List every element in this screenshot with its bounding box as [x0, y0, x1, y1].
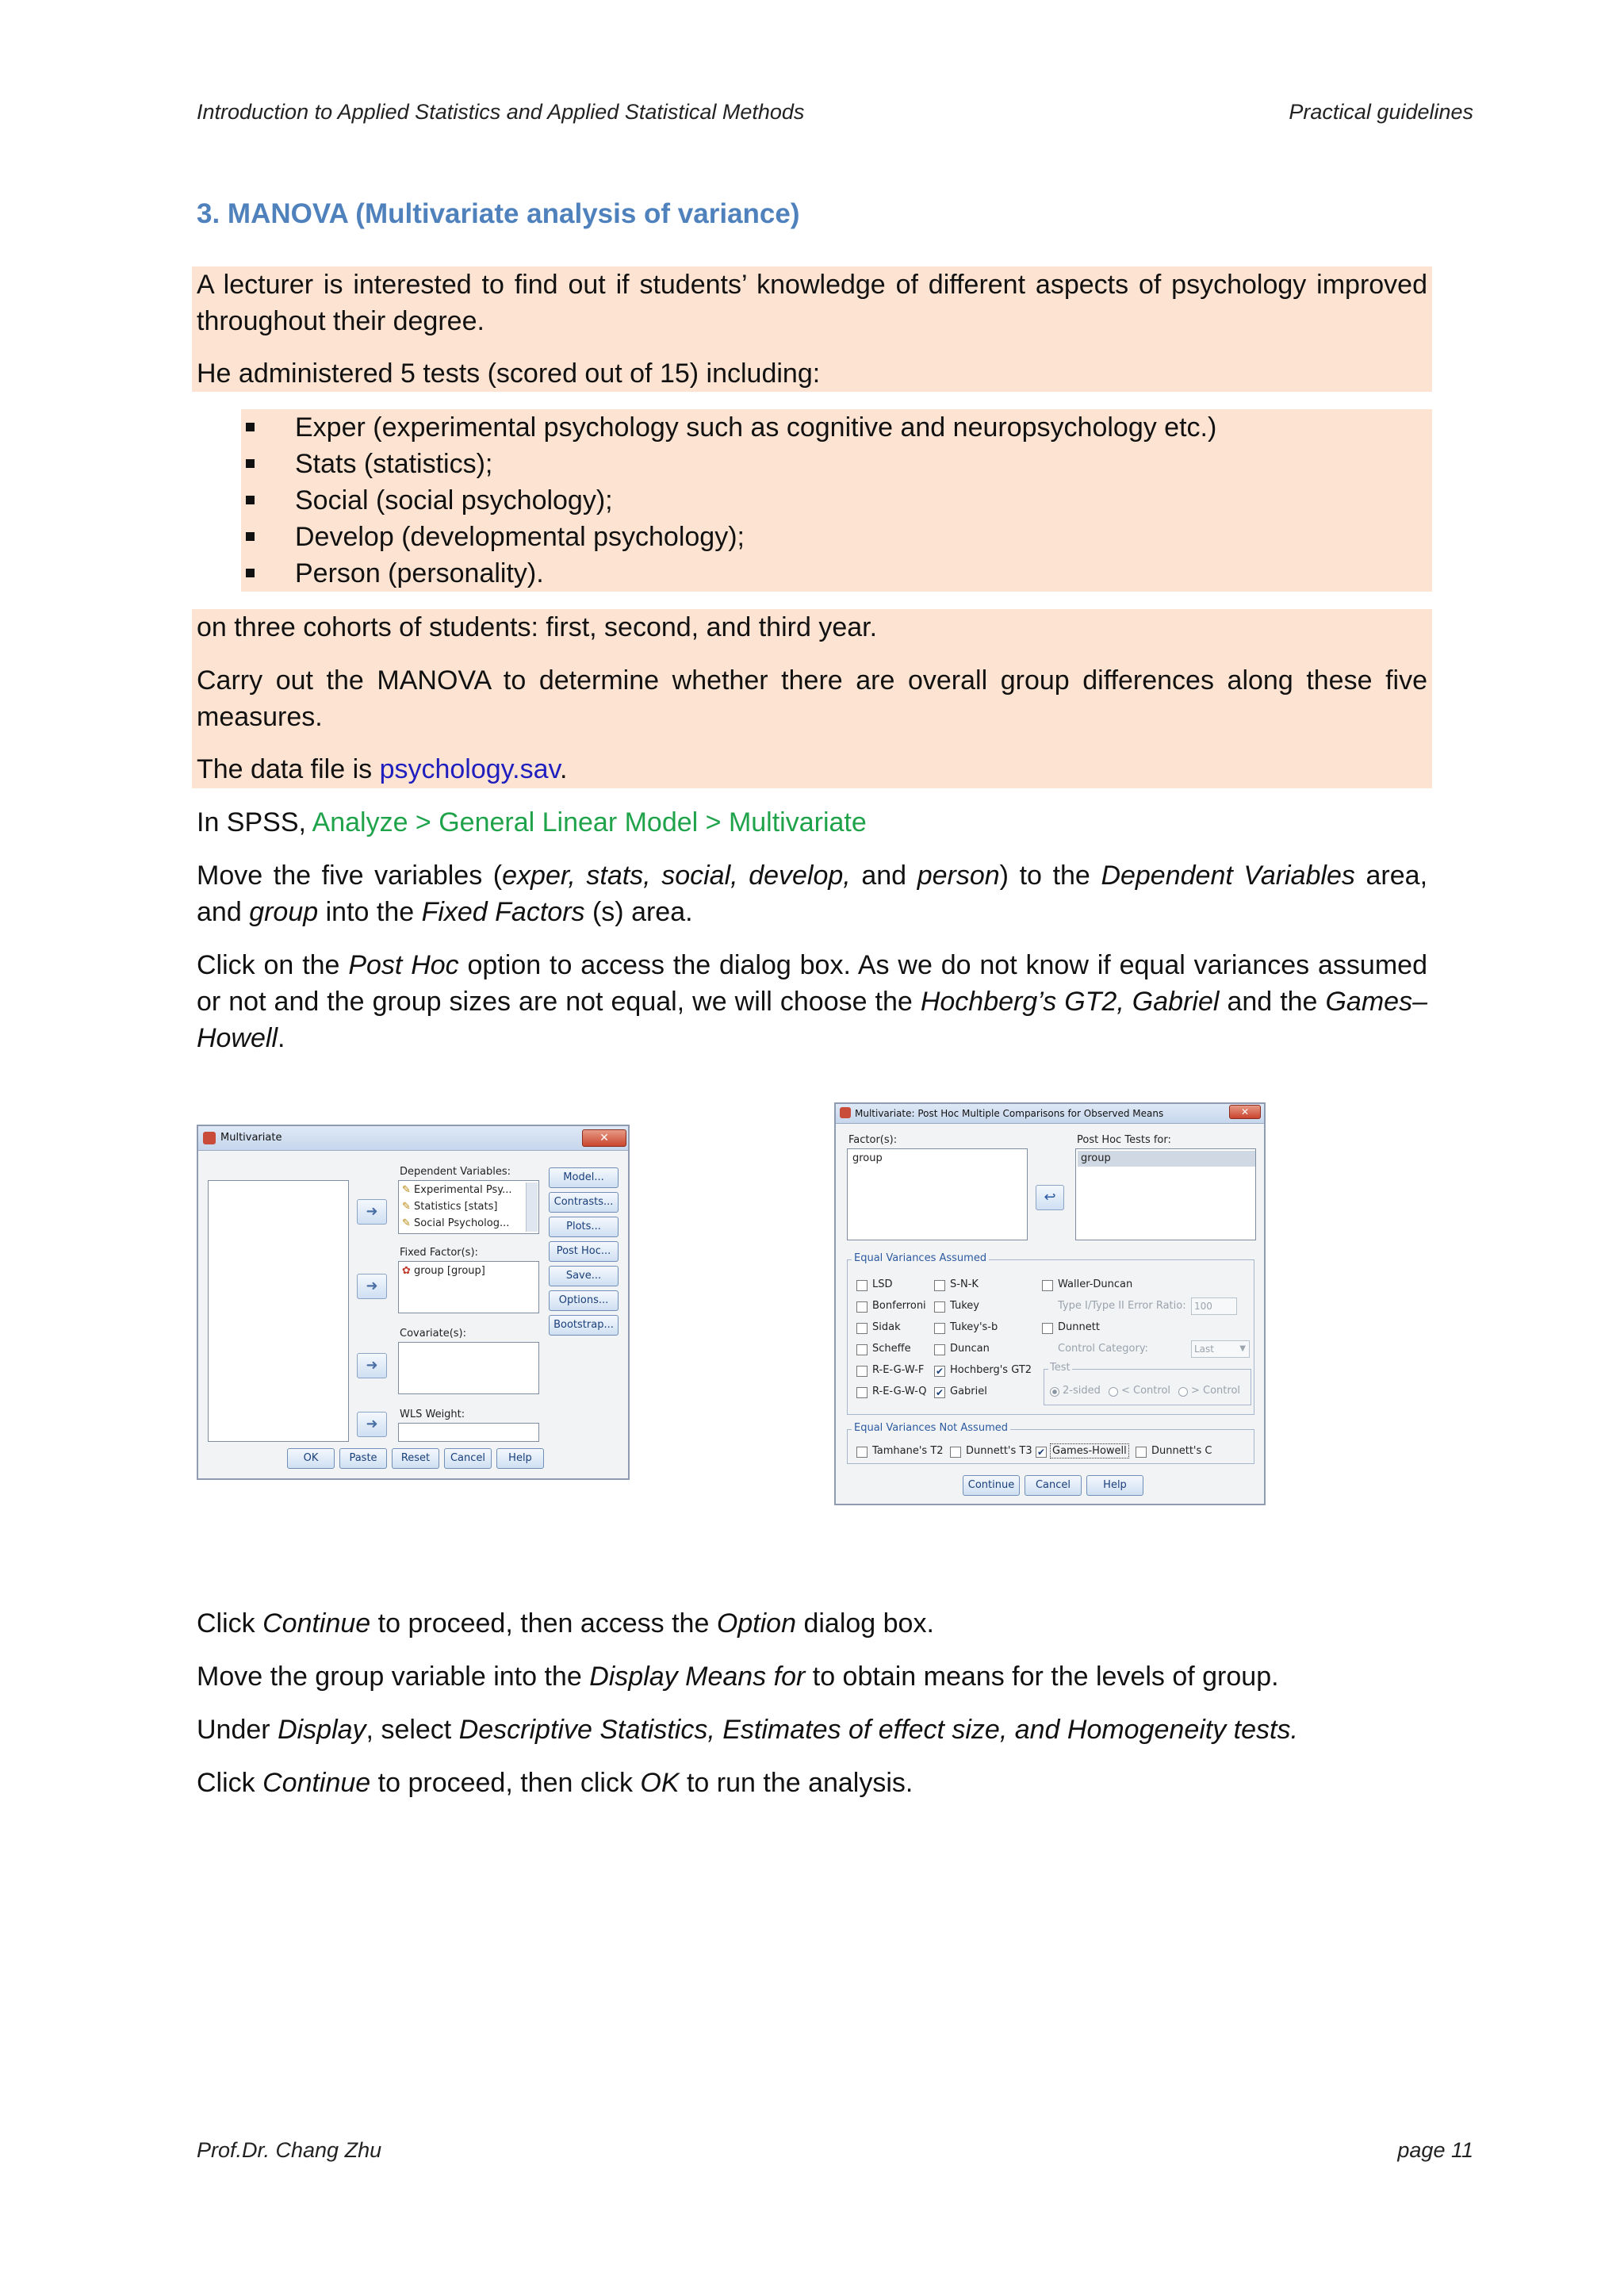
instruction-run: Click Continue to proceed, then click OK to run the analysis.	[197, 1768, 914, 1798]
dunnett-label: Dunnett	[1058, 1321, 1100, 1333]
dunnett-checkbox[interactable]	[1042, 1323, 1053, 1334]
nominal-variable-icon: ✿	[402, 1265, 411, 1277]
list-item: Person (personality).	[241, 555, 1431, 592]
wls-weight-field[interactable]	[398, 1423, 539, 1442]
dialog-title: Multivariate: Post Hoc Multiple Comparisons for Observed Means	[855, 1108, 1164, 1119]
help-button[interactable]: Help	[496, 1448, 544, 1469]
dialog-titlebar	[198, 1126, 628, 1151]
hochberg-checkbox[interactable]: ✔	[935, 1366, 944, 1377]
two-sided-radio[interactable]	[1050, 1387, 1059, 1397]
dependent-variables-label: Dependent Variables:	[400, 1166, 511, 1178]
two-sided-label: 2-sided	[1063, 1385, 1101, 1397]
dependent-variables-list[interactable]	[398, 1180, 539, 1234]
error-ratio-field[interactable]: 100	[1191, 1297, 1237, 1315]
chevron-down-icon: ▼	[1239, 1344, 1246, 1353]
tukey-checkbox[interactable]	[934, 1301, 945, 1313]
ok-button[interactable]: OK	[287, 1448, 335, 1469]
dialog-titlebar	[836, 1104, 1264, 1124]
cohorts-text: on three cohorts of students: first, second, and third year.	[197, 612, 878, 642]
bullet-square-icon	[246, 459, 255, 468]
sidak-label: Sidak	[872, 1321, 901, 1333]
fixed-factors-label: Fixed Factor(s):	[400, 1247, 478, 1259]
instruction-display: Under Display, select Descriptive Statistics, Estimates of effect size, and Homogeneity tests.	[197, 1715, 1298, 1745]
tukeys-b-checkbox[interactable]	[934, 1323, 945, 1334]
factors-list[interactable]	[847, 1148, 1028, 1240]
sidak-checkbox[interactable]	[856, 1323, 868, 1334]
move-variables-paragraph: Move the five variables (exper, stats, social, develop, and person) to the Dependent Variables area, and group into the Fixed Factors (s) area.	[197, 861, 1428, 927]
scheffe-checkbox[interactable]	[856, 1344, 868, 1355]
model-button[interactable]: Model...	[549, 1167, 619, 1188]
section-heading: 3. MANOVA (Multivariate analysis of variance)	[197, 198, 800, 229]
duncan-checkbox[interactable]	[934, 1344, 945, 1355]
list-item[interactable]: ✎ Statistics [stats]	[402, 1201, 498, 1213]
snk-checkbox[interactable]	[934, 1280, 945, 1291]
dunnetts-t3-checkbox[interactable]	[950, 1447, 961, 1458]
control-category-select[interactable]: Last ▼	[1191, 1340, 1250, 1358]
bullet-square-icon	[246, 496, 255, 504]
multivariate-dialog	[197, 1125, 630, 1480]
ruler-icon: ✎	[402, 1201, 411, 1213]
error-ratio-label: Type I/Type II Error Ratio:	[1058, 1300, 1186, 1312]
app-icon	[840, 1107, 851, 1118]
control-category-label: Control Category:	[1058, 1343, 1148, 1355]
list-item[interactable]: ✎ Experimental Psy...	[402, 1184, 512, 1196]
equal-variances-title: Equal Variances Assumed	[852, 1252, 989, 1264]
bullet-square-icon	[246, 423, 255, 431]
ruler-icon: ✎	[402, 1217, 411, 1229]
move-left-arrow-icon[interactable]: ↩	[1036, 1185, 1064, 1210]
tukeys-b-label: Tukey's-b	[950, 1321, 998, 1333]
close-button[interactable]: ✕	[1229, 1105, 1261, 1119]
list-item[interactable]: ✿ group [group]	[402, 1265, 485, 1277]
footer-page-number: page 11	[1397, 2138, 1473, 2162]
cancel-button[interactable]: Cancel	[444, 1448, 492, 1469]
scheffe-label: Scheffe	[872, 1343, 911, 1355]
lsd-checkbox[interactable]	[856, 1280, 868, 1291]
test-group-title: Test	[1050, 1362, 1071, 1374]
list-item[interactable]: ✎ Social Psycholog...	[402, 1217, 510, 1229]
tamhane-label: Tamhane's T2	[872, 1445, 944, 1457]
header-section: Practical guidelines	[1289, 100, 1473, 124]
move-to-dependent-arrow-icon[interactable]: ➜	[357, 1199, 387, 1225]
bootstrap-button[interactable]: Bootstrap...	[549, 1315, 619, 1336]
greater-control-radio[interactable]	[1178, 1387, 1188, 1397]
posthoc-paragraph: Click on the Post Hoc option to access the dialog box. As we do not know if equal variances assumed or not and the group sizes are not equal, we will choose the Hochberg’s GT2, Gabriel and the Games–Howell.	[197, 950, 1427, 1053]
fixed-factors-list[interactable]	[398, 1261, 539, 1313]
spss-path-line: In SPSS, Analyze > General Linear Model > Multivariate	[197, 807, 867, 838]
list-item[interactable]: group	[852, 1152, 883, 1164]
dunnetts-t3-label: Dunnett's T3	[966, 1445, 1032, 1457]
tests-list	[241, 409, 1431, 592]
save-button[interactable]: Save...	[549, 1266, 619, 1286]
wls-weight-label: WLS Weight:	[400, 1409, 465, 1420]
task-text: Carry out the MANOVA to determine whether there are overall group differences along these five measures.	[197, 665, 1427, 732]
greater-control-label: > Control	[1191, 1385, 1241, 1397]
list-item: Stats (statistics);	[241, 446, 1431, 482]
tests-intro: He administered 5 tests (scored out of 15) including:	[197, 358, 821, 389]
games-howell-label: Games-Howell	[1050, 1443, 1129, 1458]
snk-label: S-N-K	[950, 1278, 979, 1290]
source-variable-list[interactable]	[208, 1180, 349, 1442]
contrasts-button[interactable]: Contrasts...	[549, 1192, 619, 1213]
app-icon	[203, 1132, 216, 1144]
bullet-square-icon	[246, 532, 255, 541]
waller-duncan-checkbox[interactable]	[1042, 1280, 1053, 1291]
bonferroni-checkbox[interactable]	[856, 1301, 868, 1313]
footer-author: Prof.Dr. Chang Zhu	[197, 2138, 382, 2162]
scrollbar[interactable]	[526, 1182, 538, 1232]
help-button[interactable]: Help	[1086, 1475, 1143, 1496]
move-to-wls-arrow-icon[interactable]: ➜	[357, 1412, 387, 1437]
regwf-checkbox[interactable]	[856, 1366, 868, 1377]
list-item: Develop (developmental psychology);	[241, 519, 1431, 555]
move-to-fixed-arrow-icon[interactable]: ➜	[357, 1274, 387, 1299]
duncan-label: Duncan	[950, 1343, 990, 1355]
close-button[interactable]: ✕	[582, 1129, 626, 1147]
list-item[interactable]: group	[1078, 1151, 1255, 1167]
plots-button[interactable]: Plots...	[549, 1217, 619, 1237]
covariates-list[interactable]	[398, 1342, 539, 1394]
lsd-label: LSD	[872, 1278, 893, 1290]
gabriel-label: Gabriel	[950, 1386, 987, 1397]
cancel-button[interactable]: Cancel	[1025, 1475, 1082, 1496]
dialog-title: Multivariate	[220, 1132, 282, 1144]
instruction-display-means: Move the group variable into the Display Means for to obtain means for the levels of group.	[197, 1662, 1279, 1692]
list-item: Exper (experimental psychology such as cognitive and neuropsychology etc.)	[241, 409, 1431, 446]
regwq-checkbox[interactable]	[856, 1387, 868, 1398]
instruction-continue: Click Continue to proceed, then access the Option dialog box.	[197, 1608, 934, 1639]
intro-paragraph: A lecturer is interested to find out if students’ knowledge of different aspects of psychology improved throughout their degree.	[197, 270, 1427, 336]
regwq-label: R-E-G-W-Q	[872, 1386, 927, 1397]
dunnetts-c-label: Dunnett's C	[1151, 1445, 1212, 1457]
games-howell-checkbox[interactable]: ✔	[1036, 1447, 1046, 1458]
gabriel-checkbox[interactable]: ✔	[935, 1387, 944, 1398]
tamhane-checkbox[interactable]	[856, 1447, 868, 1458]
continue-button[interactable]: Continue	[963, 1475, 1020, 1496]
bullet-square-icon	[246, 569, 255, 577]
bonferroni-label: Bonferroni	[872, 1300, 926, 1312]
regwf-label: R-E-G-W-F	[872, 1364, 925, 1376]
reset-button[interactable]: Reset	[392, 1448, 439, 1469]
tests-for-label: Post Hoc Tests for:	[1077, 1134, 1171, 1146]
data-file-link[interactable]: psychology.sav	[379, 754, 560, 784]
factors-label: Factor(s):	[848, 1134, 898, 1146]
less-control-radio[interactable]	[1109, 1387, 1118, 1397]
options-button[interactable]: Options...	[549, 1290, 619, 1311]
paste-button[interactable]: Paste	[339, 1448, 387, 1469]
header-title: Introduction to Applied Statistics and Applied Statistical Methods	[197, 100, 805, 124]
post-hoc-button[interactable]: Post Hoc...	[549, 1241, 619, 1262]
menu-path: Analyze > General Linear Model > Multivariate	[312, 807, 867, 838]
covariates-label: Covariate(s):	[400, 1328, 467, 1340]
tukey-label: Tukey	[950, 1300, 979, 1312]
tests-for-list[interactable]	[1075, 1148, 1256, 1240]
data-file-line: The data file is psychology.sav.	[197, 754, 568, 784]
dunnetts-c-checkbox[interactable]	[1136, 1447, 1147, 1458]
move-to-covariate-arrow-icon[interactable]: ➜	[357, 1353, 387, 1378]
less-control-label: < Control	[1121, 1385, 1171, 1397]
list-item: Social (social psychology);	[241, 482, 1431, 519]
not-assumed-title: Equal Variances Not Assumed	[852, 1422, 1010, 1434]
hochberg-label: Hochberg's GT2	[950, 1364, 1032, 1376]
waller-duncan-label: Waller-Duncan	[1058, 1278, 1133, 1290]
ruler-icon: ✎	[402, 1184, 411, 1196]
posthoc-dialog	[834, 1102, 1266, 1505]
